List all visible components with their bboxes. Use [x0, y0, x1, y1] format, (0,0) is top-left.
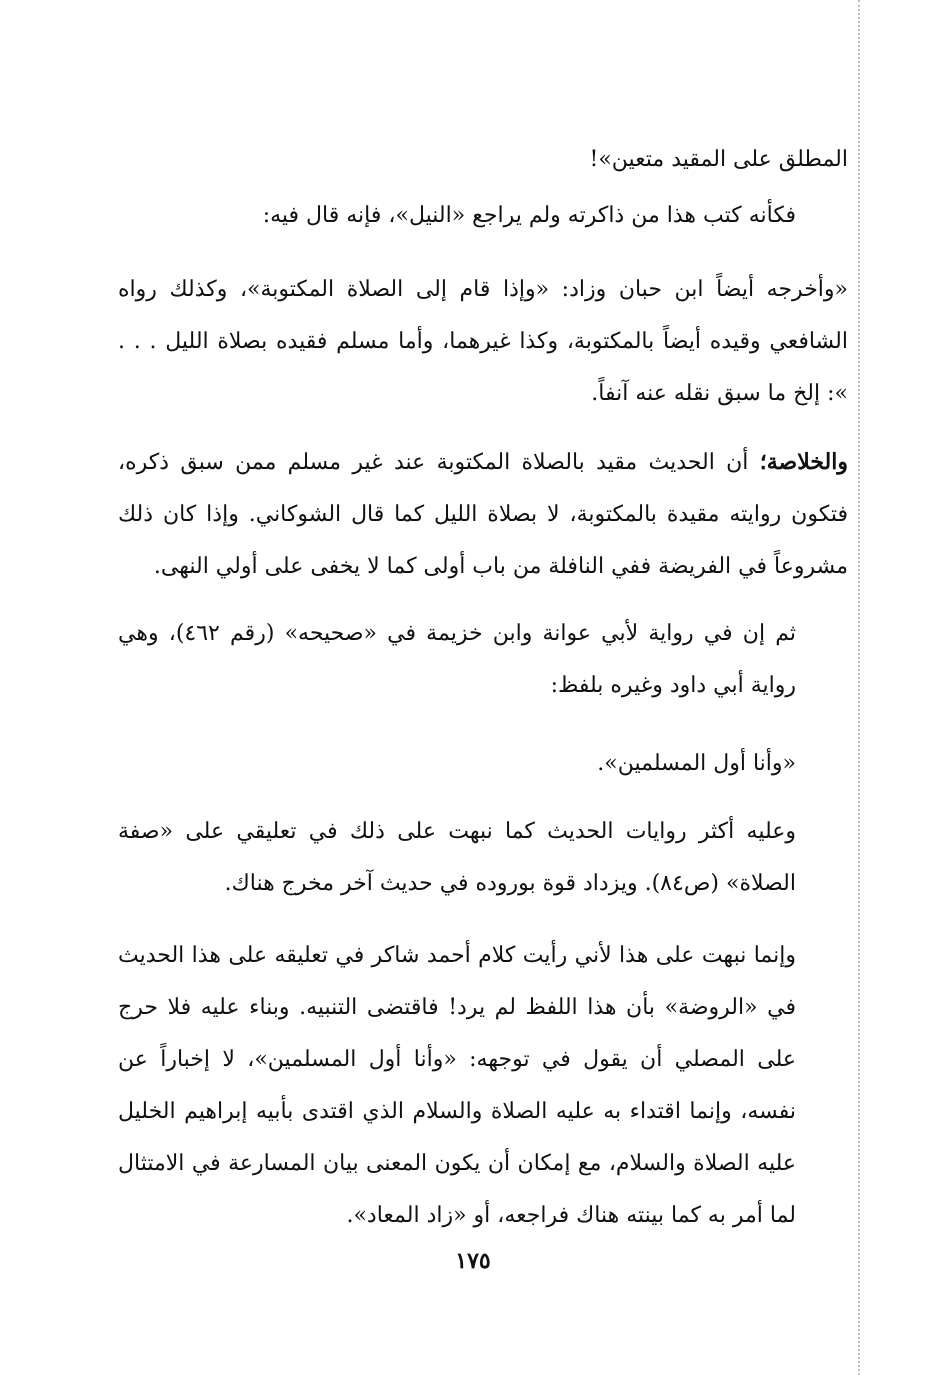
- paragraph-7: [118, 806, 848, 910]
- margin-dotted-line: [858, 0, 860, 1375]
- paragraph-4: [118, 436, 848, 593]
- paragraph-6-text: «وأنا أول المسلمين».: [597, 751, 796, 776]
- paragraph-3: [118, 264, 848, 420]
- paragraph-5-text: ثم إن في رواية لأبي عوانة وابن خزيمة في «صحيحه» (رقم ٤٦٢)، وهي رواية أبي داود وغيره بلفظ:: [118, 621, 796, 698]
- paragraph-7-text: وعليه أكثر روايات الحديث كما نبهت على ذلك في تعليقي على «صفة الصلاة» (ص٨٤). ويزداد قوة بوروده في حديث آخر مخرج هناك.: [118, 819, 796, 896]
- paragraph-8-text: وإنما نبهت على هذا لأني رأيت كلام أحمد شاكر في تعليقه على هذا الحديث في «الروضة» بأن هذا اللفظ لم يرد! فاقتضى التنبيه. وبناء عليه فلا حرج على المصلي أن يقول في توجهه: «وأنا أول المسلمين»، لا إخباراً عن نفسه، وإنما اقتداء به عليه الصلاة والسلام الذي اقتدى بأبيه إبراهيم الخليل عليه الصلاة والسلام، مع إمكان أن يكون المعنى بيان المسارعة في الامتثال لما أمر به كما بينته هناك فراجعه، أو «زاد المعاد».: [118, 943, 796, 1228]
- paragraph-1-text: المطلق على المقيد متعين»!: [589, 147, 848, 172]
- paragraph-4-lead: والخلاصة؛: [759, 449, 848, 475]
- paragraph-8: [118, 930, 848, 1242]
- paragraph-4-text: أن الحديث مقيد بالصلاة المكتوبة عند غير مسلم ممن سبق ذكره، فتكون روايته مقيدة بالمكتوبة، لا بصلاة الليل كما قال الشوكاني. وإذا كان ذلك مشروعاً في الفريضة ففي النافلة من باب أولى كما لا يخفى على أولي النهى.: [118, 450, 848, 579]
- paragraph-1: [118, 134, 848, 186]
- paragraph-6: [118, 738, 848, 790]
- paragraph-2-text: فكأنه كتب هذا من ذاكرته ولم يراجع «النيل»، فإنه قال فيه:: [262, 203, 796, 228]
- paragraph-5: [118, 608, 848, 712]
- paragraph-2: [118, 190, 848, 242]
- page-number: ١٧٥: [455, 1248, 491, 1274]
- paragraph-3-text: «وأخرجه أيضاً ابن حبان وزاد: «وإذا قام إلى الصلاة المكتوبة»، وكذلك رواه الشافعي وقيده أيضاً بالمكتوبة، وكذا غيرهما، وأما مسلم فقيده بصلاة الليل . . . »: إلخ ما سبق نقله عنه آنفاً.: [118, 277, 848, 406]
